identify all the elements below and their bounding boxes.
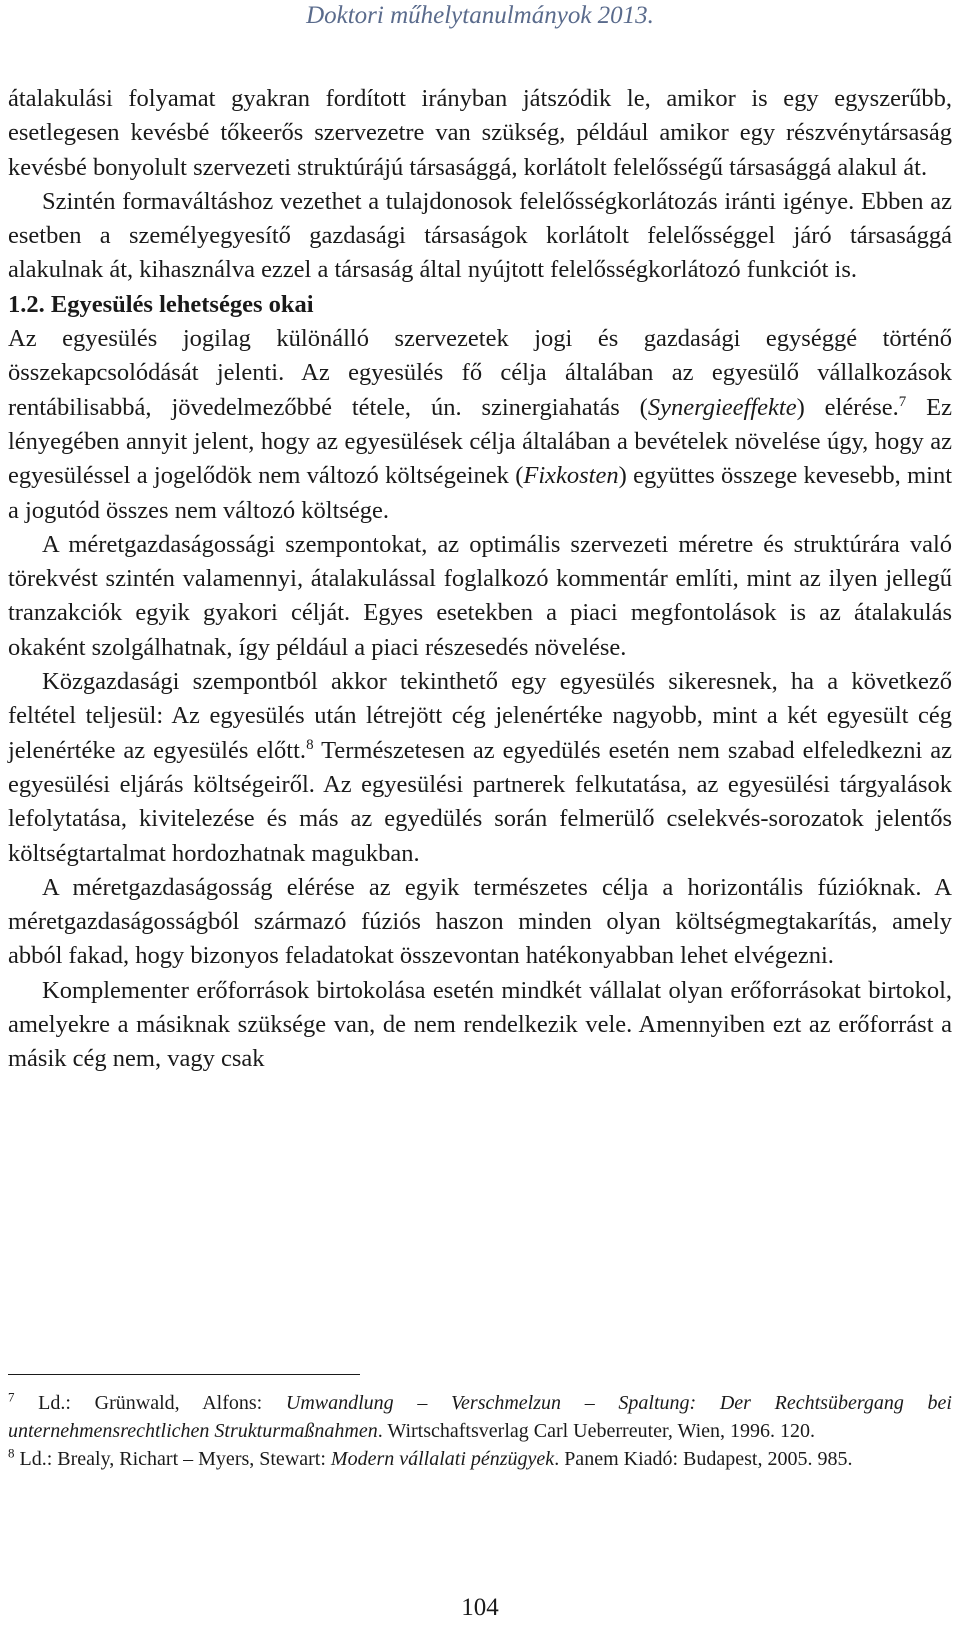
paragraph: átalakulási folyamat gyakran fordított irányban játszódik le, amikor is egy egyszerűbb, esetlegesen kevésbé tőkeerős szervezetre van szükség, például amikor egy részvénytársaság kevésbé bonyolult szervezeti struktúrájú társasággá, korlátolt felelősségű társasággá alakul át. <box>8 85 952 181</box>
section-heading: 1.2. Egyesülés lehetséges okai <box>8 290 314 318</box>
page-number: 104 <box>461 1594 499 1621</box>
paragraph: A méretgazdaságosság elérése az egyik természetes célja a horizontális fúzióknak. A méretgazdaságosságból származó fúziós haszon minden olyan költségmegtakarítás, amely abból fakad, hogy bizonyos feladatokat összevontan hatékonyabban lehet elvégezni. <box>8 873 952 970</box>
footnote-ref[interactable]: 8 <box>306 736 314 753</box>
footnotes <box>8 1374 952 1473</box>
paragraph: Az egyesülés jogilag különálló szervezetek jogi és gazdasági egységgé történő összekapcsolódását jelenti. Az egyesülés fő célja általában az egyesülő vállalkozások rentábilisabbá, jövedelmezőbbé tétele, ún. szinergiahatás (Synergieeffekte) elérése.$^7$ Ez lényegében annyit jelent, hogy az egyesülések célja általában a bevételek növelése úgy, hogy az egyesüléssel a jogelődök nem változó költségeinek (Fixkosten) együttes összege kevesebb, mint a jogutód összes nem változó költsége. <box>8 325 953 524</box>
paragraph: A méretgazdaságossági szempontokat, az optimális szervezeti méretre és struktúrára való törekvést szintén valamennyi, átalakulással foglalkozó kommentár említi, mint az ilyen jellegű tranzakciók egyik gyakori célját. Egyes esetekben a piaci megfontolások is az átalakulás okaként szolgálhatnak, így például a piaci részesedés növelése. <box>8 530 952 661</box>
paragraph: Szintén formaváltáshoz vezethet a tulajdonosok felelősségkorlátozás iránti igénye. Ebben az esetben a személyegyesítő gazdasági társaságok korlátolt felelősséggel járó társasággá alakulnak át, kihasználva ezzel a társaság által nyújtott felelősségkorlátozó funkciót is. <box>8 187 952 284</box>
footnote: $^7$ Ld.: Grünwald, Alfons: Umwandlung – Verschmelzun – Spaltung: Der Rechtsübergang bei unternehmensrechtlichen Strukturmaßnahmen. Wirtschaftsverlag Carl Ueberreuter, Wien, 1996. 120. <box>8 1389 952 1442</box>
footnote-separator <box>8 1374 360 1375</box>
footnote-ref[interactable]: 7 <box>898 393 907 410</box>
paragraph: Közgazdasági szempontból akkor tekinthető egy egyesülés sikeresnek, ha a következő feltétel teljesül: Az egyesülés után létrejött cég jelenértéke nagyobb, mint a két egyesült cég jelenértéke az egyesülés előtt.$^8$ Természetesen az egyedülés esetén nem szabad elfeledkezni az egyesülési eljárás költségeiről. Az egyesülési partnerek felkutatása, az egyesülési tárgyalások lefolytatása, kivitelezése és más az egyedülés során felmerülő cselekvés-sorozatok jelentős költségtartalmat hordozhatnak magukban. <box>8 668 952 867</box>
paragraph: Komplementer erőforrások birtokolása esetén mindkét vállalat olyan erőforrásokat birtokol, amelyekre a másiknak szüksége van, de nem rendelkezik vele. Amennyiben ezt az erőforrást a másik cég nem, vagy csak <box>8 976 952 1073</box>
footnote: $^8$ Ld.: Brealy, Richart – Myers, Stewart: Modern vállalati pénzügyek. Panem Kiadó: Budapest, 2005. 985. <box>8 1445 853 1470</box>
main-text <box>8 82 952 1077</box>
running-header: Doktori műhelytanulmányok 2013. <box>306 2 654 29</box>
